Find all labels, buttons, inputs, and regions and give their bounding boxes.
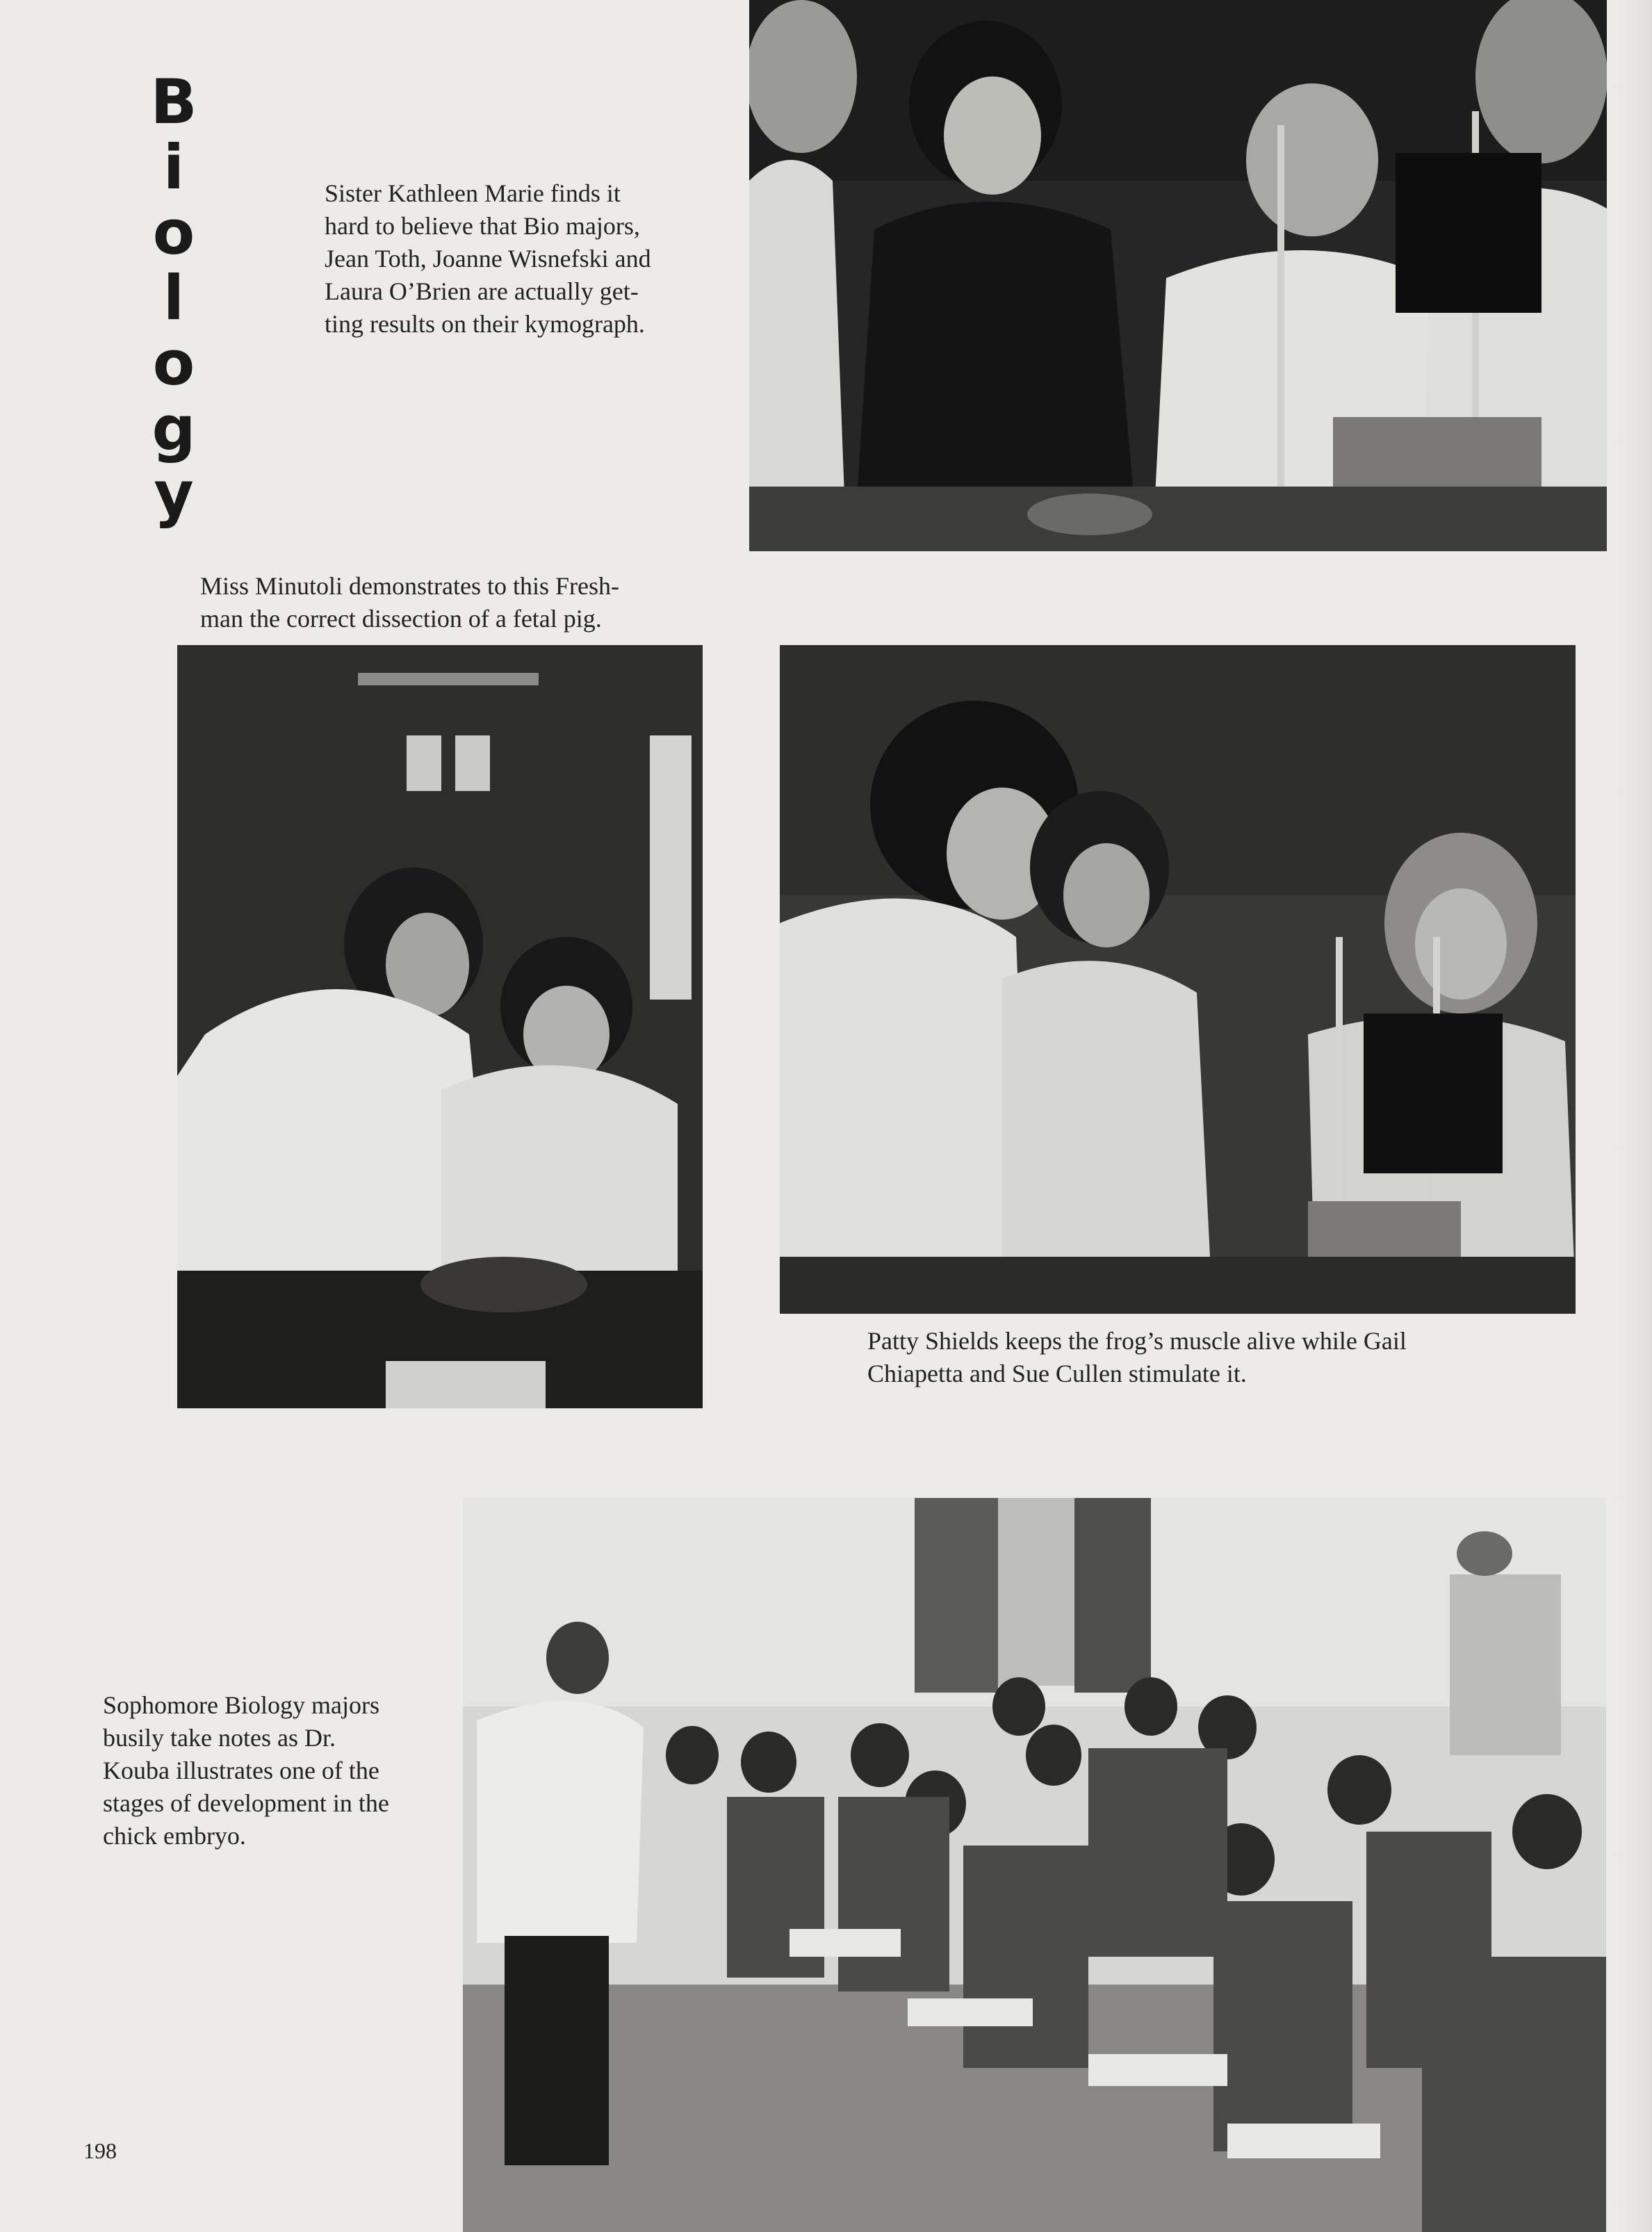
heading-letter: g <box>152 393 196 464</box>
heading-letter: i <box>163 131 185 203</box>
page-number: 198 <box>83 2138 117 2163</box>
page-edge-shadow <box>1610 0 1652 2232</box>
heading-letter: B <box>150 66 197 138</box>
caption-lecture: Sophomore Biology majors busily take notes as Dr. Kouba illustrates one of the stages of development in the chick embryo. <box>103 1691 389 1850</box>
heading-letter: y <box>154 458 194 530</box>
caption-fetal-pig: Miss Minutoli demonstrates to this Fresh- man the correct dissection of a fetal pig. <box>200 572 619 633</box>
photo-lecture-chick-embryo <box>463 1498 1606 2232</box>
photo-fetal-pig-dissection <box>177 645 703 1408</box>
heading-letter: l <box>163 262 185 334</box>
caption-frog-muscle: Patty Shields keeps the frog’s muscle alive while Gail Chiapetta and Sue Cullen stimulate it. <box>867 1327 1407 1387</box>
heading-letter: o <box>152 327 195 399</box>
photo-frog-muscle-experiment <box>780 645 1576 1314</box>
caption-kymograph: Sister Kathleen Marie finds it hard to believe that Bio majors, Jean Toth, Joanne Wisnefski and Laura O’Brien are actually get- ting results on their kymograph. <box>325 179 651 338</box>
section-heading-biology <box>142 66 205 530</box>
heading-letter: o <box>152 197 195 268</box>
photo-kymograph-lab <box>749 0 1607 551</box>
